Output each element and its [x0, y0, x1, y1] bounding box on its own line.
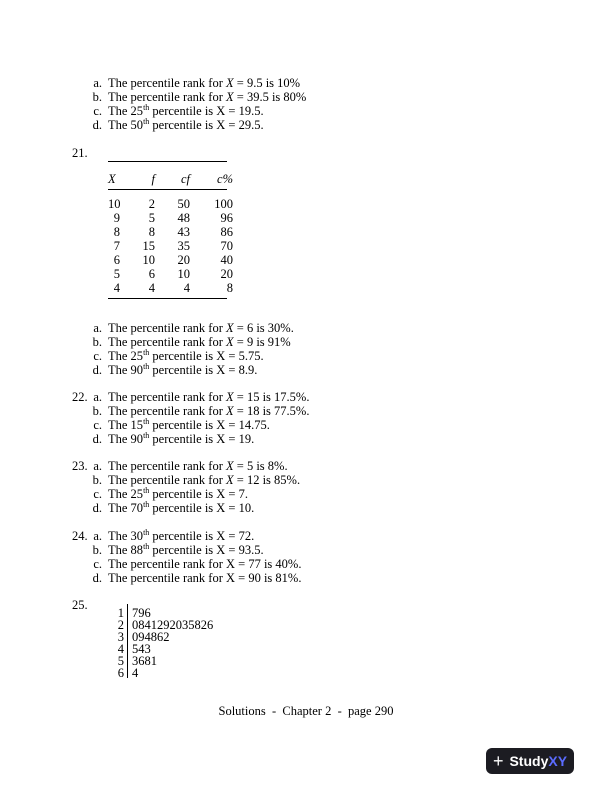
- table-cell: 10: [108, 197, 121, 211]
- table-cell: 5: [113, 267, 120, 281]
- table-cell: 35: [177, 239, 190, 253]
- table-cell: 4: [183, 281, 190, 295]
- leaf-values: 3681: [132, 654, 157, 668]
- q21-number: 21.: [72, 146, 88, 160]
- table-cell: 43: [177, 225, 190, 239]
- table-cell: 8: [226, 281, 233, 295]
- table-header-rule: [108, 189, 227, 190]
- table-cell: 100: [214, 197, 233, 211]
- leaf-values: 543: [132, 642, 151, 656]
- leaf-values: 796: [132, 606, 151, 620]
- table-cell: 5: [148, 211, 155, 225]
- table-cell: 96: [220, 211, 233, 225]
- table-top-rule: [108, 161, 227, 162]
- table-bottom-rule: [108, 298, 227, 299]
- stem-leaf-divider: [127, 604, 128, 678]
- table-cell: 40: [220, 253, 233, 267]
- table-cell: 8: [148, 225, 155, 239]
- table-header-cf: cf: [180, 172, 190, 186]
- table-cell: 86: [220, 225, 233, 239]
- leaf-values: 094862: [132, 630, 170, 644]
- table-cell: 48: [177, 211, 190, 225]
- q22-number: 22.: [72, 390, 88, 404]
- table-cell: 8: [113, 225, 120, 239]
- table-cell: 4: [148, 281, 155, 295]
- table-cell: 6: [148, 267, 155, 281]
- leaf-values: 4: [132, 666, 139, 680]
- stem-value: 1: [117, 606, 124, 620]
- brand-name: StudyXY: [509, 753, 568, 769]
- table-cell: 10: [177, 267, 190, 281]
- stem-value: 3: [117, 630, 124, 644]
- table-cell: 15: [142, 239, 155, 253]
- studyxy-badge[interactable]: [486, 748, 574, 774]
- stem-value: 4: [117, 642, 124, 656]
- table-header-cpct: c%: [217, 172, 233, 186]
- stem-value: 2: [117, 618, 124, 632]
- table-cell: 20: [220, 267, 233, 281]
- q23-number: 23.: [72, 459, 88, 473]
- table-cell: 2: [148, 197, 155, 211]
- table-cell: 4: [113, 281, 120, 295]
- table-cell: 9: [113, 211, 120, 225]
- q25-number: 25.: [72, 598, 88, 612]
- stem-value: 6: [117, 666, 124, 680]
- table-header-x: X: [108, 172, 116, 186]
- leaf-values: 0841292035826: [132, 618, 214, 632]
- table-header-f: f: [151, 172, 155, 186]
- table-cell: 50: [177, 197, 190, 211]
- table-cell: 70: [220, 239, 233, 253]
- page-footer: Solutions - Chapter 2 - page 290: [218, 704, 394, 718]
- table-cell: 6: [113, 253, 120, 267]
- table-cell: 7: [113, 239, 120, 253]
- table-cell: 20: [177, 253, 190, 267]
- stem-value: 5: [117, 654, 124, 668]
- q24-number: 24.: [72, 529, 88, 543]
- plus-icon: +: [492, 751, 504, 771]
- table-cell: 10: [142, 253, 155, 267]
